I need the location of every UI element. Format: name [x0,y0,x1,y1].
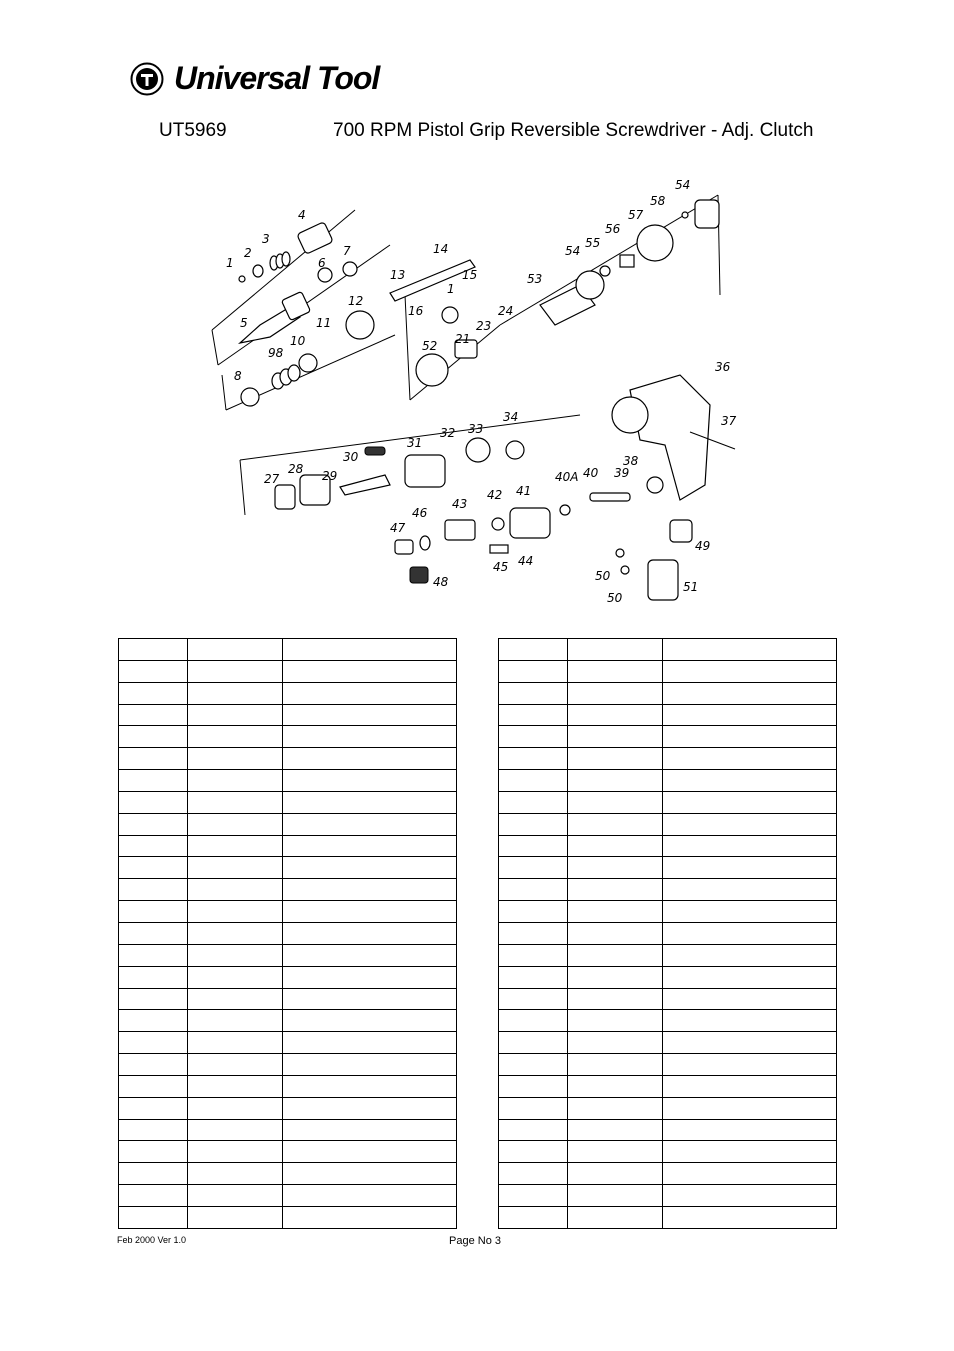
page-number: Page No 3 [449,1235,501,1247]
table-cell [188,944,283,966]
table-row [119,944,457,966]
part-label: 33 [468,422,484,436]
universal-tool-logo-icon [130,62,164,96]
part-label: 3 [262,232,270,246]
table-cell [283,682,457,704]
table-cell [499,1032,568,1054]
table-cell [119,770,188,792]
table-cell [499,1119,568,1141]
table-cell [119,704,188,726]
table-cell [119,791,188,813]
table-row [499,1119,837,1141]
table-row [119,660,457,682]
table-row [499,660,837,682]
table-cell [283,770,457,792]
table-cell [283,1032,457,1054]
table-cell [119,813,188,835]
table-cell [568,748,663,770]
table-cell [499,660,568,682]
table-row [119,748,457,770]
table-cell [568,1119,663,1141]
part-label: 11 [316,316,332,330]
part-shapes [239,200,735,600]
part-label: 50 [607,591,623,605]
table-cell [568,1206,663,1228]
part-label: 36 [715,360,731,374]
part-label: 48 [433,575,449,589]
part-label: 40A [555,470,579,484]
part-label: 10 [290,334,306,348]
part-label: 54 [565,244,581,258]
table-cell [568,1032,663,1054]
parts-table-right [498,638,837,1229]
table-cell [283,857,457,879]
table-cell [568,704,663,726]
table-cell [663,944,837,966]
table-row [499,922,837,944]
table-cell [283,1163,457,1185]
table-row [499,966,837,988]
table-row [499,1141,837,1163]
table-cell [663,922,837,944]
table-cell [188,988,283,1010]
table-cell [568,879,663,901]
part-label: 2 [244,246,252,260]
part-label: 37 [721,414,737,428]
table-row [119,966,457,988]
table-cell [188,901,283,923]
table-cell [663,1032,837,1054]
part-label: 14 [433,242,449,256]
table-row [499,813,837,835]
table-cell [499,944,568,966]
table-cell [188,726,283,748]
table-cell [568,857,663,879]
table-row [499,1206,837,1228]
table-cell [568,770,663,792]
table-cell [119,1185,188,1207]
logo [130,60,379,97]
table-cell [568,1141,663,1163]
table-cell [283,748,457,770]
table-cell [119,1163,188,1185]
table-cell [283,835,457,857]
version-note: Feb 2000 Ver 1.0 [117,1235,187,1245]
part-label: 15 [462,268,478,282]
table-cell [568,1185,663,1207]
table-cell [119,1054,188,1076]
table-row [499,988,837,1010]
part-label: 42 [487,488,503,502]
part-label: 4 [298,208,306,222]
table-cell [568,1054,663,1076]
table-cell [188,748,283,770]
table-cell [119,660,188,682]
table-cell [568,726,663,748]
table-cell [663,791,837,813]
table-cell [283,901,457,923]
table-cell [499,966,568,988]
table-cell [283,1141,457,1163]
table-cell [663,726,837,748]
table-cell [499,813,568,835]
table-row [119,1097,457,1119]
table-cell [283,1185,457,1207]
table-cell [499,922,568,944]
table-cell [499,1141,568,1163]
table-row [119,1185,457,1207]
table-row [119,879,457,901]
table-cell [499,1097,568,1119]
table-cell [663,901,837,923]
table-row [119,857,457,879]
table-cell [188,1075,283,1097]
table-cell [499,1075,568,1097]
part-label: 38 [623,454,639,468]
table-row [499,726,837,748]
table-cell [499,1163,568,1185]
part-label: 43 [452,497,468,511]
table-cell [499,704,568,726]
model-number: UT5969 [159,120,227,141]
table-cell [499,1010,568,1032]
table-cell [568,1010,663,1032]
part-label: 30 [343,450,359,464]
table-cell [119,922,188,944]
table-cell [283,726,457,748]
table-cell [119,1119,188,1141]
table-row [119,813,457,835]
table-row [119,1141,457,1163]
table-cell [119,1141,188,1163]
table-row [119,901,457,923]
table-cell [119,682,188,704]
table-cell [119,639,188,661]
table-row [119,1075,457,1097]
table-cell [499,879,568,901]
table-cell [283,988,457,1010]
table-cell [188,879,283,901]
table-row [499,1097,837,1119]
table-cell [663,660,837,682]
table-cell [499,988,568,1010]
table-cell [283,791,457,813]
table-cell [663,639,837,661]
table-cell [663,1010,837,1032]
table-row [499,639,837,661]
table-row [499,879,837,901]
table-cell [119,1032,188,1054]
part-label: 51 [683,580,699,594]
part-label: 49 [695,539,711,553]
table-cell [188,1032,283,1054]
table-cell [188,1163,283,1185]
part-label: 24 [498,304,514,318]
table-cell [119,748,188,770]
table-cell [119,857,188,879]
table-cell [568,813,663,835]
table-cell [663,879,837,901]
table-cell [663,813,837,835]
table-row [119,682,457,704]
table-cell [188,1141,283,1163]
table-cell [283,1010,457,1032]
part-label: 1 [447,282,455,296]
table-row [119,791,457,813]
part-label: 50 [595,569,611,583]
table-cell [283,639,457,661]
table-cell [188,1119,283,1141]
table-row [499,748,837,770]
table-row [499,1163,837,1185]
table-cell [663,770,837,792]
table-cell [568,901,663,923]
table-cell [499,726,568,748]
parts-table-left [118,638,457,1229]
table-cell [188,791,283,813]
table-cell [663,682,837,704]
part-label: 46 [412,506,428,520]
table-cell [568,1075,663,1097]
table-cell [283,813,457,835]
table-cell [663,966,837,988]
exploded-parts-diagram [200,175,760,610]
part-label: 16 [408,304,424,318]
part-label: 7 [343,244,351,258]
part-label: 32 [440,426,456,440]
part-label: 29 [322,469,338,483]
table-cell [663,988,837,1010]
part-label: 21 [455,332,471,346]
part-label: 55 [585,236,601,250]
table-cell [568,835,663,857]
table-row [119,704,457,726]
table-cell [499,1185,568,1207]
table-row [499,1185,837,1207]
part-label: 8 [234,369,242,383]
table-cell [283,879,457,901]
part-label: 40 [583,466,599,480]
table-cell [568,682,663,704]
table-cell [188,639,283,661]
table-cell [499,901,568,923]
table-cell [663,1119,837,1141]
table-cell [499,748,568,770]
table-row [499,1054,837,1076]
table-row [499,770,837,792]
part-label: 53 [527,272,543,286]
part-label: 56 [605,222,621,236]
table-row [499,1010,837,1032]
table-row [119,1010,457,1032]
table-cell [499,639,568,661]
table-cell [283,922,457,944]
table-cell [283,1097,457,1119]
brand-name: Universal Tool [174,60,380,96]
table-cell [119,879,188,901]
table-cell [283,1054,457,1076]
table-cell [663,1054,837,1076]
table-cell [188,660,283,682]
part-label: 45 [493,560,509,574]
table-cell [568,944,663,966]
table-row [119,770,457,792]
table-row [499,901,837,923]
table-row [499,1075,837,1097]
part-label: 5 [240,316,248,330]
table-cell [188,682,283,704]
table-row [119,1054,457,1076]
part-label: 58 [650,194,666,208]
table-cell [119,1206,188,1228]
table-cell [188,770,283,792]
table-cell [188,966,283,988]
product-title: 700 RPM Pistol Grip Reversible Screwdriver - Adj. Clutch [333,120,814,141]
table-cell [663,1075,837,1097]
part-label: 44 [518,554,534,568]
table-cell [663,1185,837,1207]
table-row [119,1163,457,1185]
table-cell [568,1163,663,1185]
table-cell [283,1119,457,1141]
table-row [119,726,457,748]
table-cell [499,791,568,813]
table-row [499,835,837,857]
table-row [119,835,457,857]
part-label: 6 [318,256,326,270]
table-cell [663,835,837,857]
part-label: 34 [503,410,519,424]
table-cell [119,944,188,966]
table-cell [283,704,457,726]
part-label: 27 [264,472,280,486]
table-cell [119,835,188,857]
table-row [499,791,837,813]
part-label: 23 [476,319,492,333]
table-cell [499,1054,568,1076]
table-cell [283,966,457,988]
table-cell [568,988,663,1010]
table-cell [188,1185,283,1207]
table-cell [663,1141,837,1163]
part-label: 28 [288,462,304,476]
table-row [119,1032,457,1054]
table-row [119,639,457,661]
table-cell [188,922,283,944]
part-label: 13 [390,268,406,282]
table-cell [568,639,663,661]
table-row [499,944,837,966]
table-row [499,1032,837,1054]
part-label: 41 [516,484,532,498]
table-cell [188,1010,283,1032]
part-label: 47 [390,521,406,535]
table-cell [568,791,663,813]
part-label: 57 [628,208,644,222]
table-cell [283,1206,457,1228]
table-cell [119,1075,188,1097]
part-label: 52 [422,339,438,353]
table-cell [188,1054,283,1076]
table-cell [663,1163,837,1185]
part-label: 12 [348,294,364,308]
table-cell [283,944,457,966]
table-cell [568,1097,663,1119]
table-cell [663,704,837,726]
table-row [499,682,837,704]
part-label: 54 [675,178,691,192]
table-cell [568,966,663,988]
table-row [119,922,457,944]
table-cell [119,901,188,923]
table-cell [188,1206,283,1228]
table-cell [663,748,837,770]
table-cell [119,1097,188,1119]
table-cell [188,857,283,879]
table-cell [663,1206,837,1228]
table-row [119,1119,457,1141]
part-label: 98 [268,346,284,360]
table-row [499,857,837,879]
table-row [119,988,457,1010]
table-cell [188,835,283,857]
table-cell [119,1010,188,1032]
table-cell [499,835,568,857]
table-cell [499,1206,568,1228]
part-label: 31 [407,436,423,450]
table-row [499,704,837,726]
table-cell [663,1097,837,1119]
table-cell [568,922,663,944]
table-cell [283,1075,457,1097]
table-cell [188,1097,283,1119]
table-cell [663,857,837,879]
table-cell [283,660,457,682]
table-cell [188,813,283,835]
part-label: 39 [614,466,630,480]
table-row [119,1206,457,1228]
table-cell [119,988,188,1010]
table-cell [188,704,283,726]
table-cell [568,660,663,682]
table-cell [119,726,188,748]
table-cell [119,966,188,988]
table-cell [499,770,568,792]
table-cell [499,682,568,704]
table-cell [499,857,568,879]
part-label: 1 [226,256,234,270]
